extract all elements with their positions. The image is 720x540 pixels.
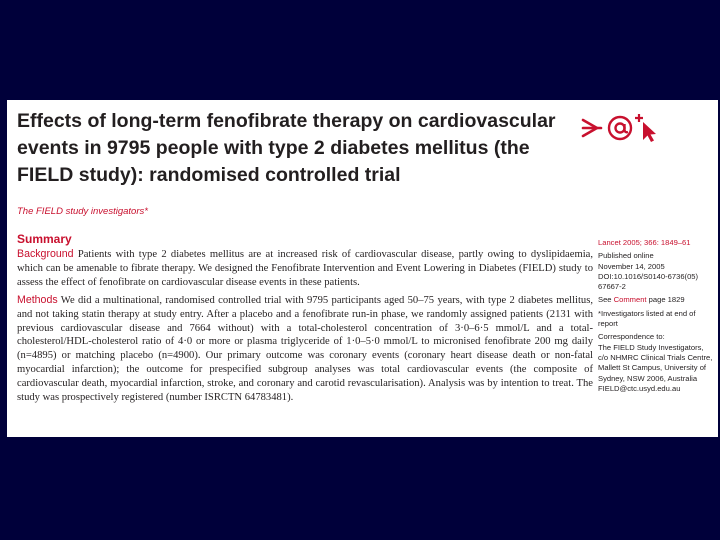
investigators-note: *Investigators listed at end of report bbox=[598, 308, 696, 329]
article-sidebar bbox=[598, 238, 714, 397]
correspondence-line: Mallett St Campus, University of bbox=[598, 363, 707, 373]
article-page bbox=[7, 100, 718, 437]
correspondence-label: Correspondence to: bbox=[598, 332, 665, 342]
background-text: Patients with type 2 diabetes mellitus are at increased risk of cardiovascular disease, partly owing to dyslipidaemia, which can be amenable to fibrate therapy. We designed the Fenofibrate Intervention and Event Lowering in Diabetes (FIELD) study to assess the effect of fenofibrate on cardiovascular disease events in these patients. bbox=[17, 249, 593, 288]
correspondence-line: c/o NHMRC Clinical Trials Centre, bbox=[598, 352, 713, 362]
published-label: Published online bbox=[598, 251, 654, 261]
methods-label: Methods bbox=[17, 293, 58, 306]
published-date: November 14, 2005 bbox=[598, 261, 665, 271]
see-page: page 1829 bbox=[646, 295, 685, 305]
see-prefix: See bbox=[598, 295, 614, 305]
correspondence-email[interactable]: FIELD@ctc.usyd.edu.au bbox=[598, 383, 681, 393]
title-line: events in 9795 people with type 2 diabetes mellitus (the bbox=[17, 137, 530, 159]
lancet-icons bbox=[581, 108, 711, 142]
background-label: Background bbox=[17, 248, 74, 260]
at-icon bbox=[609, 117, 631, 139]
comment-link[interactable]: Comment bbox=[613, 295, 647, 305]
background-paragraph bbox=[17, 248, 593, 290]
article-title bbox=[17, 108, 577, 189]
correspondence-line: Sydney, NSW 2006, Australia bbox=[598, 373, 698, 383]
title-line: FIELD study): randomised controlled trial bbox=[17, 164, 401, 186]
methods-paragraph bbox=[17, 294, 593, 405]
title-line: Effects of long-term fenofibrate therapy on cardiovascular bbox=[17, 110, 556, 132]
methods-text: We did a multinational, randomised controlled trial with 9795 participants aged 50–75 years, with type 2 diabetes mellitus, and not taking statin therapy at study entry. After a placebo and a fenofibrate run-in phase, we randomly assigned patients (2131 with previous cardiovascular disease and 7664 without) with a total-cholesterol concentration of 3·0–6·5 mmol/L and a total-cholesterol/HDL-cholesterol ratio of 4·0 or more or plasma triglyceride of 1·0–5·0 mmol/L to micronised fenofibrate 200 mg daily (n=4895) or matching placebo (n=4900). Our primary outcome was coronary events (coronary heart disease death or non-fatal myocardial infarction); the outcome for prespecified subgroup analyses was total cardiovascular events (the composite of cardiovascular death, myocardial infarction, stroke, and coronary and carotid revascularisation). Analysis was by intention to treat. The study was prospectively registered (number ISRCTN 64783481). bbox=[17, 294, 593, 404]
doi: DOI:10.1016/S0140-6736(05) bbox=[598, 271, 699, 281]
doi-cont: 67667-2 bbox=[598, 282, 626, 292]
abstract-body bbox=[17, 248, 593, 409]
summary-heading: Summary bbox=[17, 232, 72, 246]
citation: Lancet 2005; 366: 1849–61 bbox=[598, 238, 691, 247]
arrow-icon bbox=[583, 120, 601, 136]
cursor-icon bbox=[635, 114, 656, 142]
correspondence-line: The FIELD Study Investigators, bbox=[598, 342, 704, 352]
article-authors: The FIELD study investigators* bbox=[17, 206, 148, 217]
